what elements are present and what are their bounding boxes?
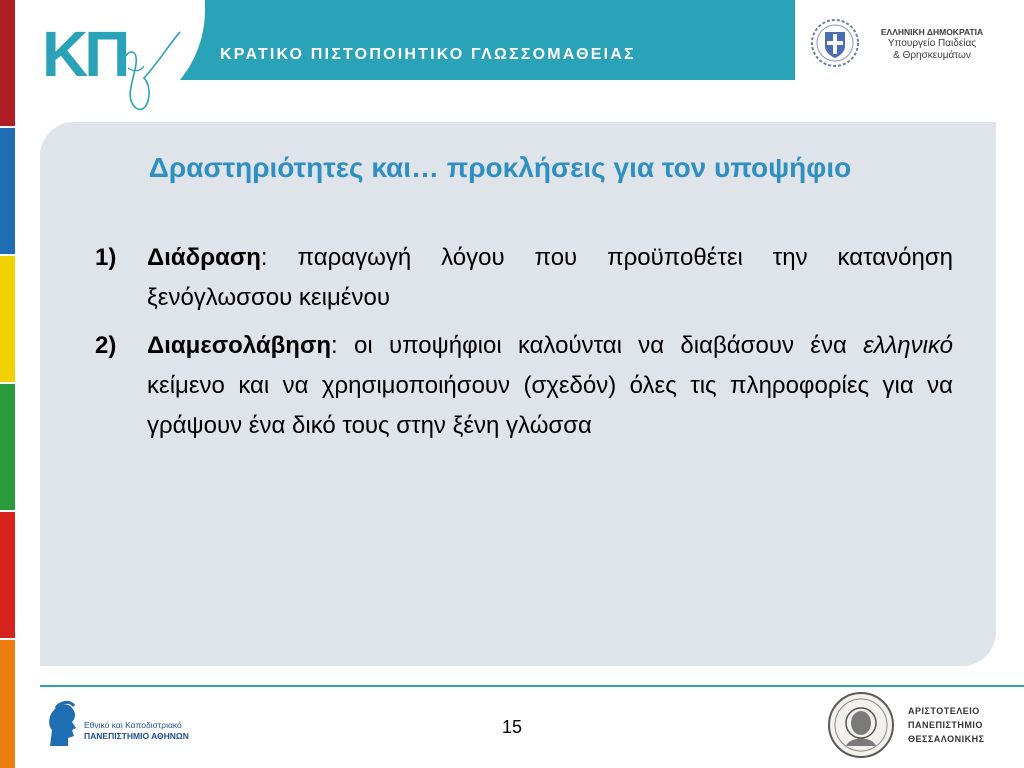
- stripe-green: [0, 384, 15, 510]
- page-number: 15: [501, 717, 523, 737]
- gov-logo-panel: [795, 0, 1024, 80]
- auth-line-1: ΑΡΙΣΤΟΤΕΛΕΙΟ: [908, 706, 980, 716]
- uoa-logo-text: [84, 720, 189, 742]
- item-body: [147, 238, 953, 318]
- item-term: Διάδραση: [147, 244, 261, 271]
- slide-title: Δραστηριότητες και… προκλήσεις για τον υποψήφιο: [148, 152, 852, 183]
- gov-line-1: ΕΛΛΗΝΙΚΗ ΔΗΜΟΚΡΑΤΙΑ: [880, 27, 984, 37]
- item-text: : παραγωγή λόγου που προϋποθέτει την κατανόηση ξενόγλωσσου κειμένου: [147, 244, 953, 311]
- item-body: [147, 326, 953, 446]
- list-item: [95, 326, 953, 446]
- kp-logo-text: ΚΠ: [42, 18, 127, 90]
- item-text-before: : οι υποψήφιοι καλούνται να διαβάσουν ένα: [331, 332, 864, 359]
- color-stripes: [0, 0, 15, 768]
- item-text-italic: ελληνικό: [863, 332, 953, 359]
- gov-line-3: & Θρησκευμάτων: [893, 50, 971, 61]
- item-number: 2): [95, 332, 117, 359]
- gov-line-2: Υπουργείο Παιδείας: [887, 38, 977, 49]
- gov-logo-text: [877, 26, 987, 62]
- list-item: [95, 238, 953, 318]
- item-number: 1): [95, 244, 117, 271]
- stripe-red-2: [0, 512, 15, 638]
- stripe-red: [0, 0, 15, 126]
- auth-logo-text: [908, 704, 984, 746]
- footer-divider: [40, 685, 1024, 687]
- activity-list: [95, 238, 953, 454]
- auth-line-2: ΠΑΝΕΠΙΣΤΗΜΙΟ: [908, 720, 983, 730]
- athena-head-icon: [42, 700, 82, 750]
- stripe-orange: [0, 640, 15, 768]
- stripe-yellow: [0, 256, 15, 382]
- item-term: Διαμεσολάβηση: [147, 332, 332, 359]
- auth-logo: [826, 690, 1024, 760]
- kp-logo-swirl-icon: [114, 28, 184, 118]
- stripe-blue: [0, 128, 15, 254]
- kp-logo: [42, 18, 172, 118]
- auth-seal-icon: [826, 690, 896, 760]
- uoa-line-1: Εθνικό και Καποδιστριακό: [84, 720, 182, 730]
- header-title: ΚΡΑΤΙΚΟ ΠΙΣΤΟΠΟΙΗΤΙΚΟ ΓΛΩΣΣΟΜΑΘΕΙΑΣ: [220, 46, 636, 63]
- uoa-line-2: ΠΑΝΕΠΙΣΤΗΜΙΟ ΑΘΗΝΩΝ: [84, 731, 189, 741]
- item-text-after: κείμενο και να χρησιμοποιήσουν (σχεδόν) όλες τις πληροφορίες για να γράψουν ένα δικό τους στην ξένη γλώσσα: [147, 372, 953, 439]
- uoa-logo: [40, 700, 240, 750]
- greek-emblem-icon: [810, 18, 860, 68]
- auth-line-3: ΘΕΣΣΑΛΟΝΙΚΗΣ: [908, 734, 985, 744]
